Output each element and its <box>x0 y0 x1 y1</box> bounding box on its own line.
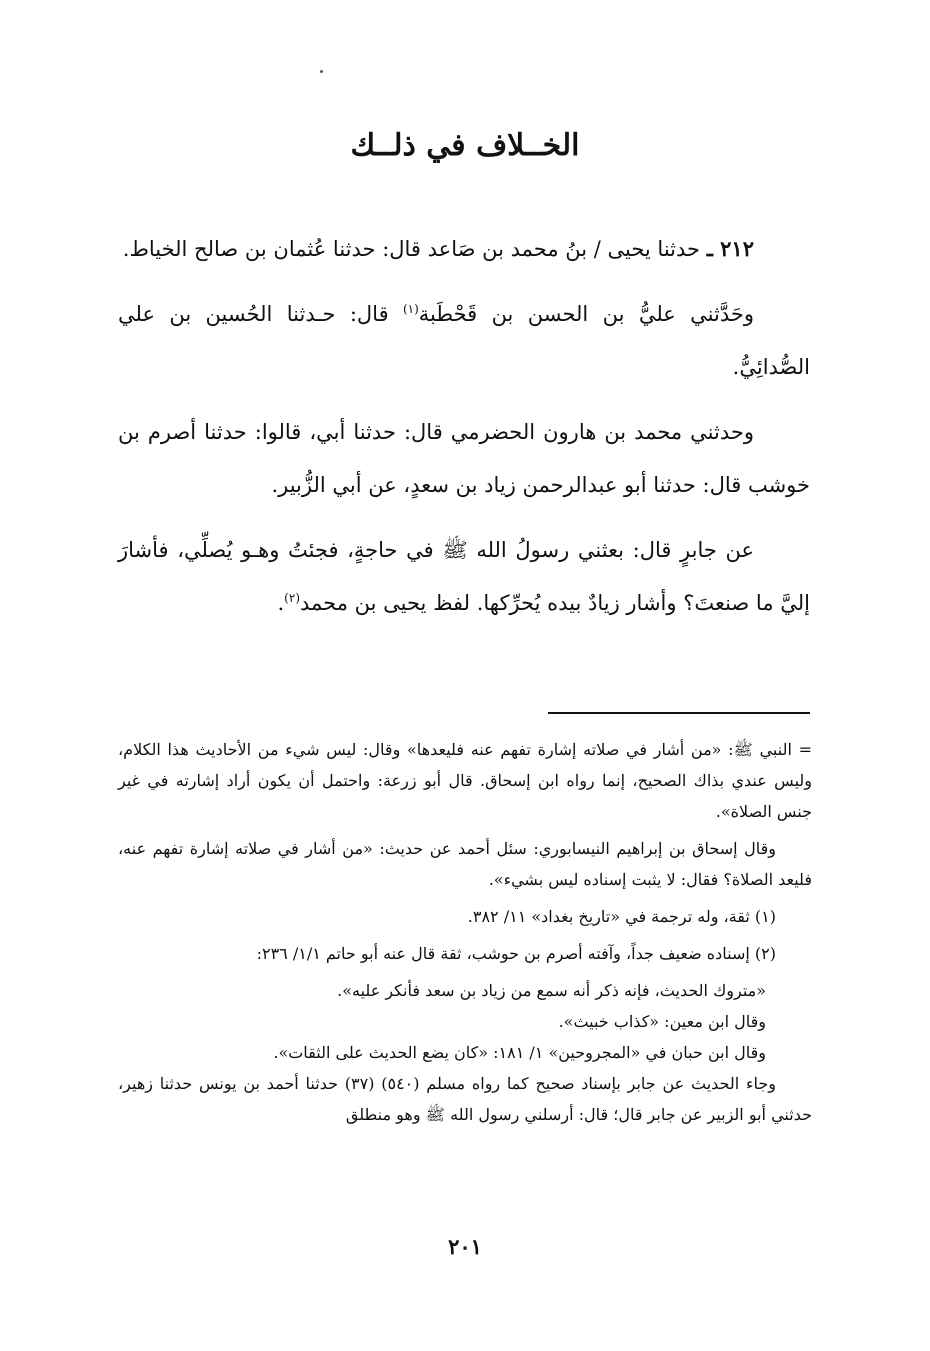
paragraph-3: وحدثني محمد بن هارون الحضرمي قال: حدثنا أبي، قالوا: حدثنا أصرم بن خوشب قال: حدثنا أبو عبدالرحمن زياد بن سعدٍ، عن أبي الزُّبير. <box>118 420 810 497</box>
footnote-continuation-2: وقال إسحاق بن إبراهيم النيسابوري: سئل أحمد عن حديث: «من أشار في صلاته إشارة تفهم عنه، فليعد الصلاة؟ فقال: لا يثبت إسناده ليس بشيء». <box>118 839 812 889</box>
paragraph-1 <box>118 222 810 276</box>
footnote-2-quote-3: وقال ابن حبان في «المجروحين» ١/ ١٨١: «كان يضع الحديث على الثقات». <box>273 1043 766 1062</box>
page-number: ٢٠١ <box>448 1234 482 1259</box>
footnote-2-quote-2: وقال ابن معين: «كذاب خبيث». <box>558 1012 766 1031</box>
footnote-2: (٢) إسناده ضعيف جداً، وآفته أصرم بن حوشب، ثقة قال عنه أبو حاتم ١/١/ ٢٣٦: <box>256 944 776 963</box>
ink-speck <box>320 70 323 73</box>
paragraph-2-text-b: قال: حـدثنا الحُسين بن علي الصُّدائِيُّ. <box>118 302 810 379</box>
footnote-2-quote-1: «متروك الحديث، فإنه ذكر أنه سمع من زياد بن سعد فأنكر عليه». <box>337 981 766 1000</box>
section-heading: الخــلاف في ذلــك <box>350 128 580 163</box>
footnote-divider <box>548 712 810 714</box>
footnote-2-continuation: وجاء الحديث عن جابر بإسناد صحيح كما رواه مسلم (٥٤٠) (٣٧) حدثنا أحمد بن يونس حدثنا زهير، حدثني أبو الزبير عن جابر قال؛ قال: أرسلني رسول الله ﷺ وهو منطلق <box>118 1074 812 1124</box>
footnote-ref-1: (١) <box>402 302 419 316</box>
footnote-continuation-1: = النبي ﷺ: «من أشار في صلاته إشارة تفهم عنه فليعدها» وقال: ليس شيء من الأحاديث هذا الكلام، وليس عندي بذاك الصحيح، إنما رواه ابن إسحاق. قال أبو زرعة: واحتمل أن يكون أراد إشارته في غير جنس الصلاة». <box>118 740 812 821</box>
paragraph-4-text: عن جابرٍ قال: بعثني رسولُ الله ﷺ في حاجةٍ، فجئتُ وهـو يُصلِّي، فأشارَ إليَّ ما صنعتَ؟ وأشار زيادٌ بيده يُحرِّكها. لفظ يحيى بن محمد <box>118 538 810 615</box>
paragraph-4-end: . <box>277 591 285 615</box>
footnote-ref-2: (٢) <box>284 591 300 605</box>
footnote-1: (١) ثقة، وله ترجمة في «تاريخ بغداد» ١١/ ٣٨٢. <box>467 907 776 926</box>
hadith-number: ٢١٢ ـ <box>706 236 754 261</box>
paragraph-2-text: وحَدَّثني عليُّ بن الحسن بن قَحْطَبة <box>418 302 754 326</box>
paragraph-2 <box>118 288 810 394</box>
main-text <box>118 222 810 642</box>
paragraph-1-text: حدثنا يحيى / بنُ محمد بن صَاعد قال: حدثنا عُثمان بن صالح الخياط. <box>122 237 707 261</box>
paragraph-4 <box>118 524 810 630</box>
footnotes <box>118 734 812 1136</box>
